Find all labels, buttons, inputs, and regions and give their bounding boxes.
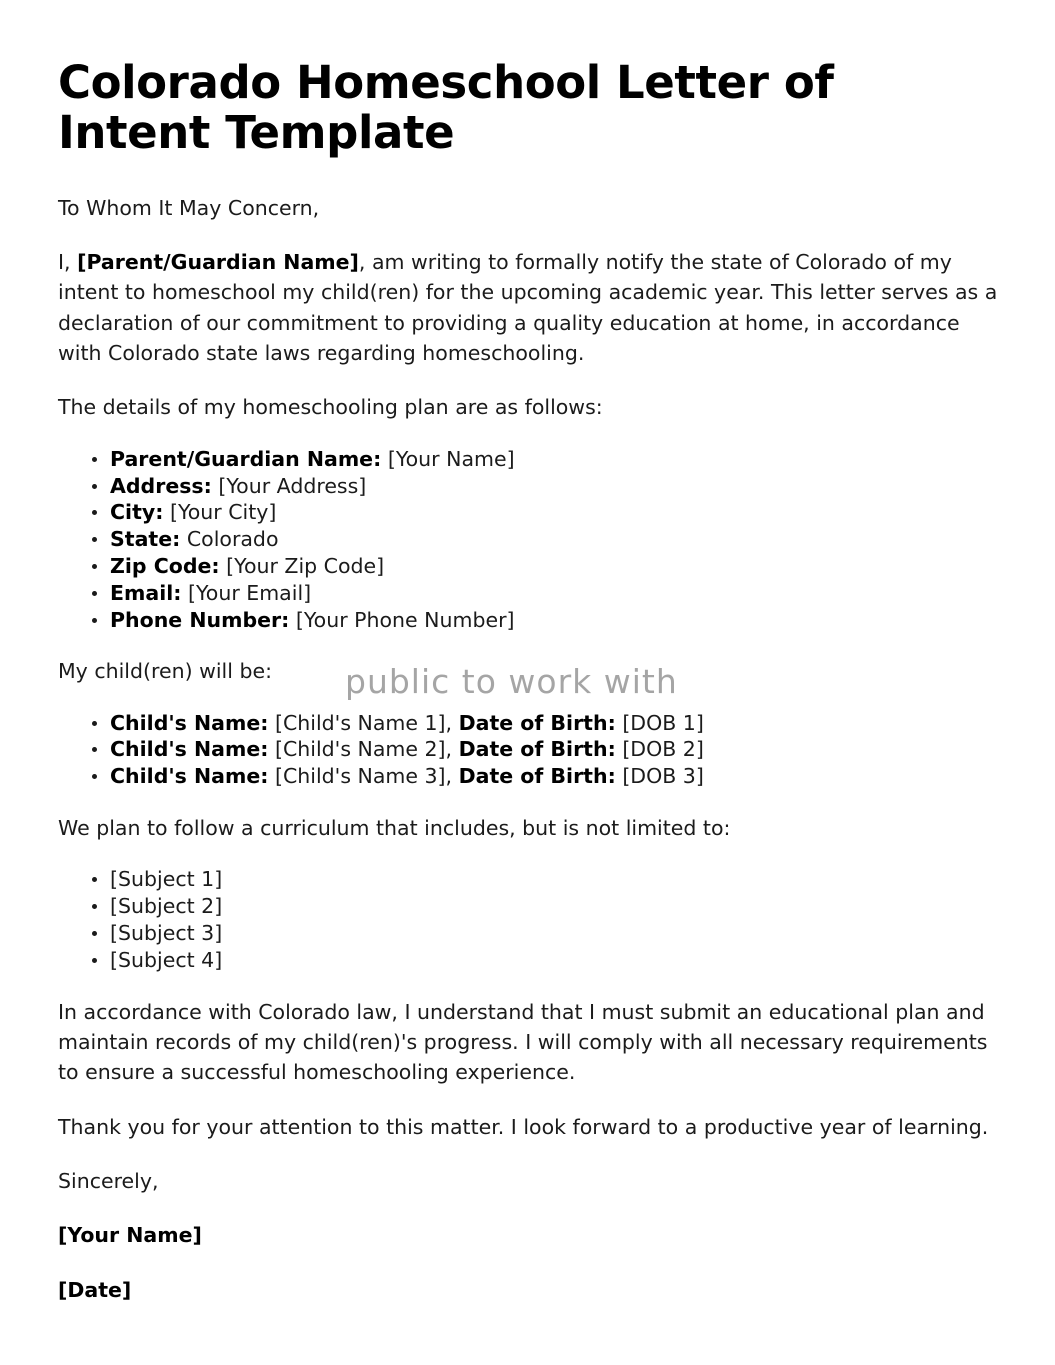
- detail-label: City:: [110, 500, 164, 525]
- child-name-label: Child's Name:: [110, 737, 269, 762]
- detail-label: Zip Code:: [110, 553, 220, 578]
- intro-lead: I,: [58, 250, 78, 275]
- curriculum-intro-paragraph: We plan to follow a curriculum that includes, but is not limited to:: [58, 816, 731, 841]
- children-list: [58, 711, 998, 789]
- child-name-value: [Child's Name 1],: [274, 710, 453, 735]
- details-intro-paragraph: The details of my homeschooling plan are as follows:: [58, 395, 603, 420]
- thanks-paragraph: Thank you for your attention to this matter. I look forward to a productive year of learning.: [58, 1114, 989, 1139]
- child-dob-label: Date of Birth:: [458, 764, 616, 789]
- list-item: [Subject 2]: [110, 894, 998, 919]
- detail-label: State:: [110, 527, 181, 552]
- list-item: [110, 764, 998, 789]
- list-item: [110, 737, 998, 762]
- detail-value: [Your Phone Number]: [295, 607, 515, 632]
- detail-value: [Your Email]: [187, 580, 312, 605]
- detail-value: [Your Zip Code]: [226, 553, 385, 578]
- list-item: [110, 500, 998, 525]
- list-item: [110, 447, 998, 472]
- parent-details-list: [58, 447, 998, 633]
- child-dob-label: Date of Birth:: [458, 737, 616, 762]
- ghost-text-line: public to work with: [345, 662, 678, 701]
- detail-value: [Your City]: [169, 500, 277, 525]
- detail-label: Address:: [110, 473, 212, 498]
- child-name-value: [Child's Name 3],: [274, 764, 453, 789]
- intro-rest: , am writing to formally notify the state of Colorado of my intent to homeschool my child(ren) for the upcoming academic year. This letter serves as a declaration of our commitment to providing a quality education at home, in accordance with Colorado state laws regarding homeschooling.: [58, 250, 998, 366]
- list-item: [Subject 1]: [110, 867, 998, 892]
- signature-name: [Your Name]: [58, 1223, 202, 1248]
- list-item: [Subject 4]: [110, 948, 998, 973]
- compliance-paragraph: In accordance with Colorado law, I understand that I must submit an educational plan and maintain records of my child(ren)'s progress. I will comply with all necessary requirements to ensure a successful homeschooling experience.: [58, 999, 988, 1085]
- children-intro-paragraph: My child(ren) will be:: [58, 659, 272, 684]
- list-item: [110, 711, 998, 736]
- child-dob-value: [DOB 3]: [622, 764, 704, 789]
- list-item: [110, 581, 998, 606]
- detail-label: Parent/Guardian Name:: [110, 446, 382, 471]
- parent-guardian-name-placeholder: [Parent/Guardian Name]: [77, 250, 359, 275]
- signature-date: [Date]: [58, 1277, 132, 1302]
- detail-label: Email:: [110, 580, 182, 605]
- salutation-paragraph: To Whom It May Concern,: [58, 195, 320, 220]
- child-dob-value: [DOB 2]: [622, 737, 704, 762]
- child-name-label: Child's Name:: [110, 710, 269, 735]
- child-dob-label: Date of Birth:: [458, 710, 616, 735]
- detail-label: Phone Number:: [110, 607, 290, 632]
- page-title: Colorado Homeschool Letter of Intent Template: [58, 56, 834, 160]
- list-item: [110, 608, 998, 633]
- child-name-value: [Child's Name 2],: [274, 737, 453, 762]
- closing-paragraph: Sincerely,: [58, 1168, 159, 1193]
- detail-value: [Your Name]: [387, 446, 515, 471]
- list-item: [Subject 3]: [110, 921, 998, 946]
- child-name-label: Child's Name:: [110, 764, 269, 789]
- list-item: [110, 474, 998, 499]
- detail-value: [Your Address]: [218, 473, 367, 498]
- list-item: [110, 554, 998, 579]
- child-dob-value: [DOB 1]: [622, 710, 704, 735]
- curriculum-list: [58, 867, 998, 972]
- intro-paragraph: [58, 247, 998, 368]
- detail-value: Colorado: [186, 527, 279, 552]
- list-item: [110, 527, 998, 552]
